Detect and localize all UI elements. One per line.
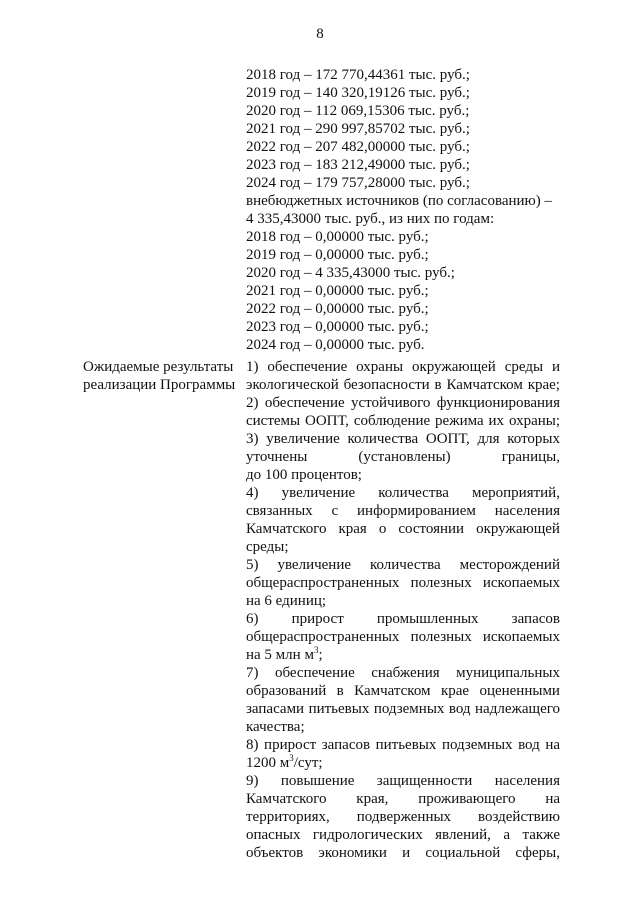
word: 2): [246, 395, 259, 411]
word: их: [488, 413, 505, 429]
word: защищенности: [376, 773, 473, 789]
section-label-line: Ожидаемые результаты: [83, 359, 234, 375]
result-line: [246, 394, 560, 412]
result-line: [246, 754, 560, 772]
word: экономики: [318, 845, 387, 861]
word: для: [477, 431, 500, 447]
word: окружающей: [411, 359, 496, 375]
word: вод: [448, 701, 471, 717]
section-label: [83, 358, 243, 394]
word: запасов: [321, 737, 371, 753]
result-line: качества;: [246, 719, 305, 735]
word: общераспространенных: [246, 575, 400, 591]
superscript: 3: [289, 753, 294, 763]
word: запасами: [246, 701, 305, 717]
word: количества: [378, 485, 449, 501]
word: уточнены: [246, 449, 308, 465]
result-line: [246, 358, 560, 376]
word: Камчатском: [446, 377, 523, 393]
funding-line: 2022 год – 207 482,00000 тыс. руб.;: [246, 139, 470, 155]
word: 9): [246, 773, 259, 789]
result-line: [246, 610, 560, 628]
word: питьевых: [308, 701, 370, 717]
result-line: [246, 412, 560, 430]
word: повышение: [280, 773, 355, 789]
word: крае: [440, 683, 470, 699]
word: проживающего: [418, 791, 516, 807]
result-line: [246, 772, 560, 790]
word: подземных: [373, 701, 445, 717]
funding-line: 2020 год – 4 335,43000 тыс. руб.;: [246, 265, 455, 281]
funding-line: 2024 год – 179 757,28000 тыс. руб.;: [246, 175, 470, 191]
word: месторождений: [459, 557, 560, 573]
word: (установлены): [358, 449, 451, 465]
funding-line: 2023 год – 183 212,49000 тыс. руб.;: [246, 157, 470, 173]
result-line: [246, 790, 560, 808]
result-line: [246, 520, 560, 538]
word: границы,: [501, 449, 560, 465]
word: функционирования: [436, 395, 560, 411]
page-number: 8: [316, 26, 324, 42]
word: питьевых: [375, 737, 437, 753]
result-line: [246, 682, 560, 700]
funding-line: 2021 год – 290 997,85702 тыс. руб.;: [246, 121, 470, 137]
expected-results: [246, 358, 560, 862]
result-line: [246, 502, 560, 520]
word: населения: [494, 773, 560, 789]
word: 1): [246, 359, 259, 375]
word: режима: [435, 413, 484, 429]
result-line: [246, 808, 560, 826]
word: окружающей: [476, 521, 560, 537]
funding-line: 2022 год – 0,00000 тыс. руб.;: [246, 301, 429, 317]
funding-line: 2024 год – 0,00000 тыс. руб.: [246, 337, 425, 353]
word: гидрологических: [312, 827, 423, 843]
word: прирост: [264, 737, 317, 753]
result-line: [246, 646, 560, 664]
funding-line: 4 335,43000 тыс. руб., из них по годам:: [246, 211, 495, 227]
word: явлений,: [435, 827, 491, 843]
word: ООПТ,: [305, 413, 349, 429]
word: увеличение: [277, 557, 352, 573]
word: обеспечение: [274, 665, 355, 681]
text: 1200 м: [246, 755, 290, 771]
word: 5): [246, 557, 259, 573]
word: края,: [356, 791, 389, 807]
word: экологической: [246, 377, 339, 393]
funding-line: 2019 год – 140 320,19126 тыс. руб.;: [246, 85, 470, 101]
word: 8): [246, 737, 259, 753]
word: безопасности: [343, 377, 430, 393]
word: ООПТ,: [425, 431, 470, 447]
result-line: [246, 628, 560, 646]
funding-line: 2020 год – 112 069,15306 тыс. руб.;: [246, 103, 470, 119]
result-line: [246, 664, 560, 682]
word: снабжения: [371, 665, 440, 681]
result-line: до 100 процентов;: [246, 467, 362, 483]
word: связанных: [246, 503, 313, 519]
word: территориях,: [246, 809, 330, 825]
word: подверженных: [356, 809, 452, 825]
funding-line: 2023 год – 0,00000 тыс. руб.;: [246, 319, 429, 335]
word: воздействию: [478, 809, 560, 825]
word: надлежащего: [475, 701, 560, 717]
word: на: [545, 791, 560, 807]
result-line: среды;: [246, 539, 289, 555]
text: /сут;: [293, 755, 323, 771]
word: с: [331, 503, 339, 519]
word: запасов: [511, 611, 560, 627]
word: которых: [507, 431, 560, 447]
result-line: [246, 376, 560, 394]
funding-line: 2021 год – 0,00000 тыс. руб.;: [246, 283, 429, 299]
word: муниципальных: [456, 665, 560, 681]
word: ископаемых: [482, 629, 560, 645]
word: 4): [246, 485, 259, 501]
result-line: [246, 844, 560, 862]
word: ископаемых: [482, 575, 560, 591]
word: Камчатского: [246, 791, 327, 807]
text: ;: [318, 647, 323, 663]
word: Камчатского: [246, 521, 327, 537]
word: края: [338, 521, 367, 537]
word: подземных: [441, 737, 513, 753]
word: устойчивого: [351, 395, 431, 411]
word: объектов: [246, 845, 304, 861]
word: промышленных: [376, 611, 479, 627]
funding-line: 2018 год – 0,00000 тыс. руб.;: [246, 229, 429, 245]
result-line: [246, 700, 560, 718]
result-line: [246, 826, 560, 844]
result-line: [246, 556, 560, 574]
word: населения: [494, 503, 560, 519]
word: состоянии: [398, 521, 465, 537]
funding-line: 2018 год – 172 770,44361 тыс. руб.;: [246, 67, 470, 83]
word: сферы,: [515, 845, 560, 861]
word: оцененными: [479, 683, 560, 699]
result-line: на 6 единиц;: [246, 593, 327, 609]
section-label-line: реализации Программы: [83, 377, 236, 393]
word: соблюдение: [353, 413, 431, 429]
word: информированием: [357, 503, 476, 519]
result-line: [246, 448, 560, 466]
word: в: [434, 377, 442, 393]
word: образований: [246, 683, 327, 699]
word: опасных: [246, 827, 301, 843]
word: на: [545, 737, 560, 753]
word: системы: [246, 413, 301, 429]
result-line: [246, 574, 560, 592]
word: увеличение: [281, 485, 356, 501]
word: крае;: [527, 377, 560, 393]
word: охраны;: [508, 413, 560, 429]
word: и: [402, 845, 411, 861]
word: общераспространенных: [246, 629, 400, 645]
funding-line: 2019 год – 0,00000 тыс. руб.;: [246, 247, 429, 263]
word: среды: [504, 359, 544, 375]
word: обеспечение: [267, 359, 348, 375]
word: 3): [246, 431, 259, 447]
word: Камчатском: [354, 683, 431, 699]
word: 6): [246, 611, 259, 627]
word: увеличение: [266, 431, 340, 447]
word: социальной: [425, 845, 501, 861]
word: обеспечение: [264, 395, 345, 411]
word: количества: [347, 431, 419, 447]
word: полезных: [410, 629, 472, 645]
word: охраны: [356, 359, 404, 375]
word: также: [522, 827, 560, 843]
word: полезных: [410, 575, 472, 591]
word: вод: [518, 737, 540, 753]
word: и: [551, 359, 560, 375]
word: количества: [369, 557, 441, 573]
result-line: [246, 484, 560, 502]
text: на 5 млн м: [246, 647, 314, 663]
word: а: [503, 827, 511, 843]
result-line: [246, 430, 560, 448]
word: прирост: [291, 611, 344, 627]
funding-list: [246, 66, 560, 354]
superscript: 3: [313, 645, 319, 655]
word: в: [336, 683, 344, 699]
result-line: [246, 736, 560, 754]
word: мероприятий,: [472, 485, 560, 501]
funding-line: внебюджетных источников (по согласованию) –: [246, 193, 552, 209]
word: о: [378, 521, 387, 537]
word: 7): [246, 665, 259, 681]
